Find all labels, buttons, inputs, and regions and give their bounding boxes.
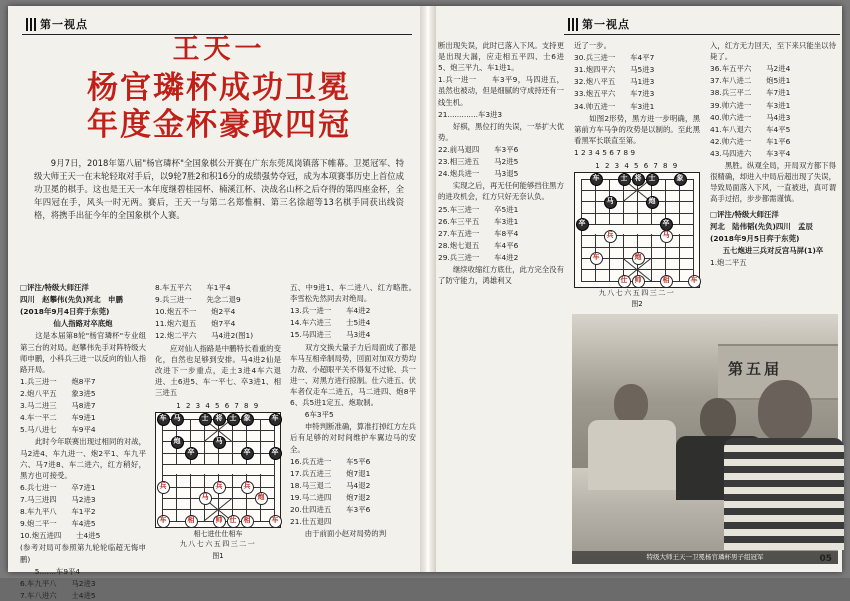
- move-line: 26.车三平五 车3进1: [438, 216, 519, 226]
- red-piece: 帅: [632, 275, 645, 288]
- diagram1-bottom-numbers: 九八七六五四三二一: [179, 540, 257, 549]
- paragraph: 近了一步。: [574, 41, 611, 50]
- paragraph: 入，红方无力回天，至下来只能坐以待毙了。: [710, 41, 836, 62]
- black-piece: 马: [171, 413, 184, 426]
- move-line: 由于前面小赵对局势的判: [290, 529, 387, 539]
- black-piece: 炮: [171, 436, 184, 449]
- move-line: 10.炮五不一 炮2平4: [155, 307, 236, 317]
- chess-diagram-2: [574, 172, 700, 288]
- red-piece: 相: [241, 515, 254, 528]
- diagram2-top-numbers: 1 2 3 4 5 6 7 8 9: [595, 162, 679, 171]
- move-line: 39.帅六进一 车3进1: [710, 100, 791, 110]
- paragraph: 应对仙人指路是中鹏特长看重的变化，自然也足够到安排。马4进2仙是改进下一步重点，走土3进4车六退进、土6进5、车一平七、卒3进1、相三进五: [155, 343, 281, 397]
- opening-line-2: 五七炮进三兵对反宫马屏(1)卒: [722, 245, 824, 255]
- photo-person-head: [614, 384, 648, 424]
- red-piece: 马: [199, 492, 212, 505]
- move-line: 24.炮兵进一 马3退5: [438, 169, 519, 179]
- red-piece: 仕: [618, 275, 631, 288]
- left-column-1: [20, 282, 146, 600]
- move-line: 29.兵三进一 车4进2: [438, 252, 519, 262]
- paragraph: 这是本届第8轮"杨官璘杯"专业组第三台的对局。赵攀伟先手对阵特级大师申鹏，小科兵三进一以反向的仙人指路开局。: [20, 331, 146, 374]
- black-piece: 卒: [185, 447, 198, 460]
- black-piece: 马: [604, 196, 617, 209]
- move-line: 36.车五平六 马2进4: [710, 64, 791, 74]
- black-piece: 士: [199, 413, 212, 426]
- move-line: 6车3平5: [290, 410, 334, 420]
- move-line: 7.马三进四 马2进3: [20, 494, 96, 504]
- paragraph: 继续收缩红方底仕，此方完全没有了防守能力，鸿雄利又: [438, 265, 564, 286]
- players-line-2: 河北 陆伟韬(先负)四川 孟辰: [710, 221, 813, 231]
- players-line: 四川 赵攀伟(先负)河北 申鹏: [20, 295, 123, 305]
- move-line: 17.兵五进三 炮7退1: [290, 468, 371, 478]
- red-piece: 相: [185, 515, 198, 528]
- photo-person-body: [588, 420, 676, 490]
- paragraph: 1 2 3 4 5 6 7 8 9: [574, 147, 636, 157]
- photo-main-player-head: [758, 380, 812, 442]
- venue-line: (2018年9月4日弈于东莞): [20, 307, 110, 317]
- black-piece: 将: [632, 173, 645, 186]
- diagram1-caption: 图1: [212, 551, 224, 560]
- paragraph: 好棋，黑位打的失误，一举扩大优势。: [438, 121, 564, 142]
- black-piece: 卒: [269, 447, 282, 460]
- photo-person-head: [700, 398, 736, 440]
- opening-line: 仙人指路对卒底炮: [53, 319, 113, 329]
- paragraph: 1.兵一进一 车3平9，马四进五，虽然也被动，但是细腻的守成持还有一线生机。: [438, 75, 564, 107]
- photo-main-player-body: [724, 438, 844, 550]
- board-file-line: [693, 179, 694, 281]
- move-line: 27.车五进一 车8平4: [438, 228, 519, 238]
- photo-caption: 特级大师王天一卫冕杨官璘杯男子组冠军: [572, 551, 838, 564]
- black-piece: 车: [157, 413, 170, 426]
- paragraph: 黑胜。纵观全局，开局双方都下得很精确，却进入中局后超出现了失误，导致局面落入下风，一直被进，真可谓高手过招，步步都需谨慎。: [710, 161, 836, 204]
- move-line: 15.马四进三 马3进4: [290, 330, 371, 340]
- right-column-2: [574, 40, 700, 309]
- diagram2-grid: [578, 174, 698, 285]
- red-piece: 兵: [241, 481, 254, 494]
- black-piece: 车: [590, 173, 603, 186]
- board-file-line: [274, 419, 275, 521]
- move-line: 31.炮四平六 马5进3: [574, 65, 655, 75]
- move-line: 9.兵三进一 先念二退9: [155, 295, 241, 305]
- red-piece: 相: [660, 275, 673, 288]
- diagram1-grid: [159, 414, 279, 525]
- red-piece: 兵: [604, 230, 617, 243]
- black-piece: 士: [618, 173, 631, 186]
- red-piece: 车: [590, 252, 603, 265]
- lead-paragraph: [34, 157, 404, 221]
- move-line: 7.车八进六 士4进5: [20, 590, 96, 600]
- move-line: 38.兵三平二 车7进1: [710, 88, 791, 98]
- red-piece: 马: [660, 230, 673, 243]
- black-piece: 卒: [660, 218, 673, 231]
- black-piece: 炮: [646, 196, 659, 209]
- red-piece: 炮: [255, 492, 268, 505]
- move-line: 5.马八进七 车9平4: [20, 425, 96, 435]
- diagram2-caption: 图2: [631, 300, 643, 309]
- move-line: 8.车九平八 车1平2: [20, 507, 96, 517]
- annotator-line-2: □评注/特级大师汪洋: [710, 209, 779, 219]
- move-line: 43.马四进六 车3平4: [710, 148, 791, 158]
- move-line: 1.兵三进一 炮8平7: [20, 376, 96, 386]
- move-line: 2.炮八平五 象3进5: [20, 388, 96, 398]
- move-line: 28.炮七退五 车4平6: [438, 240, 519, 250]
- move-line: 10.炮五进四 士4进5: [20, 531, 101, 541]
- red-piece: 兵: [213, 481, 226, 494]
- move-line: 16.兵五进一 车5平6: [290, 456, 371, 466]
- move-line: 30.兵三进一 车4平7: [574, 53, 655, 63]
- move-line: 如图2形势，黑方进一步明确，黑第前方车马争的攻势是以制的。至此黑看黑军长联直至第。: [574, 113, 700, 145]
- red-piece: 车: [688, 275, 701, 288]
- left-column-area: [20, 282, 418, 600]
- paragraph: (参考对局可参照第九轮轮临超无悔申鹏): [20, 543, 146, 564]
- diagram1-top-numbers: 1 2 3 4 5 6 7 8 9: [176, 402, 260, 411]
- black-piece: 士: [227, 413, 240, 426]
- move-line: 33.炮五平六 车7进3: [574, 89, 655, 99]
- left-column-3: [290, 282, 416, 566]
- black-piece: 将: [213, 413, 226, 426]
- right-column-area: [438, 40, 838, 309]
- move-line: 25.车三进一 卒5进1: [438, 204, 519, 214]
- red-piece: 炮: [632, 252, 645, 265]
- move-line: 6.车九平八 马2进3: [20, 578, 96, 588]
- photo-banner-text: 第五届: [728, 360, 783, 378]
- red-piece: 车: [269, 515, 282, 528]
- move-line: 5.......车9平4: [20, 566, 81, 576]
- move-line: 34.帅五进一 车3进1: [574, 101, 655, 111]
- magazine-spread: [8, 6, 842, 600]
- paragraph: 断出现失误，此时已落入下风。支持更是出现大漏，应走相五平四、士6进5、炮三平九、车1进1。: [438, 41, 564, 73]
- black-piece: 马: [213, 436, 226, 449]
- move-line: 20.仕四进五 车3平6: [290, 505, 371, 515]
- black-piece: 象: [674, 173, 687, 186]
- move-line: 13.兵一进一 车4进2: [290, 306, 371, 316]
- move-line: 1.炮二平五: [710, 257, 747, 267]
- move-line: 22.前马退四 车3平6: [438, 144, 519, 154]
- move-line: 19.马二进四 炮7退2: [290, 492, 371, 502]
- black-piece: 卒: [241, 447, 254, 460]
- headline-line-3: 年度金杯豪取四冠: [87, 106, 351, 143]
- lead-text: 9月7日，2018年第八届"杨官璘杯"全国象棋公开赛在广东东莞凤岗镇落下帷幕。卫冕冠军、特级大师王天一在末轮轻取对手后，以9轮7胜2和积16分的成绩强势夺冠，成为本项赛事历史上首位成功卫冕的棋手。这也是王天一本年度继碧桂园杯、楠溪江杯、决战名山杯之后夺得的第四座金杯，全年四冠在手，风头一时无两。赛后，王天一与第二名郑惟桐、第三名徐超等13名棋手同获出线资格，将携手出征今年的全国象棋个人赛。: [34, 158, 405, 220]
- red-piece: 帅: [213, 515, 226, 528]
- board-palace: [162, 419, 274, 521]
- move-line: 41.车八退六 车4平5: [710, 124, 791, 134]
- headline-line-1: 王天一: [172, 34, 266, 65]
- move-line: 21.............车3进3: [438, 109, 503, 119]
- right-column-1: [438, 40, 564, 295]
- red-piece: 仕: [227, 515, 240, 528]
- right-column-3: [710, 40, 836, 295]
- move-line: 23.相三进五 马2进5: [438, 157, 519, 167]
- move-line: 6.兵七进一 卒7进1: [20, 482, 96, 492]
- page-gutter: [420, 6, 436, 572]
- diagram1-bottom-label: 相七进仕仕相车: [193, 529, 243, 538]
- red-piece: 车: [157, 515, 170, 528]
- move-line: 8.车五平六 车1平4: [155, 283, 231, 292]
- move-line: 12.炮二平六 马4进2(图1): [155, 331, 254, 341]
- move-line: 42.帅六进一 车1平6: [710, 136, 791, 146]
- move-line: 18.马三退二 马4退2: [290, 480, 371, 490]
- paragraph: 实现之后，再无任何能够挡住黑方的进攻机会，红方只好无奈认负。: [438, 181, 564, 202]
- move-line: 14.车六进三 士5进4: [290, 318, 371, 328]
- left-column-2: [155, 282, 281, 566]
- running-head-left-label: 第一视点: [40, 18, 88, 31]
- move-line: 3.马二进三 马8进7: [20, 401, 96, 411]
- headline-line-2: 杨官璘杯成功卫冕: [87, 70, 351, 107]
- right-page: [438, 14, 838, 566]
- move-line: 11.炮六退五 炮7平4: [155, 319, 236, 329]
- board-palace: [581, 179, 693, 281]
- move-line: 32.炮八平五 马1进3: [574, 77, 655, 87]
- paragraph: 双方交换大量子力后局面成了都是车马互相牵制局势，回面对加双方势均力敌、小超眼平关不得复不过轮、兵一进一、对黑方进行掠制。仕六进五、伏车者仅走车二进五，马二进四、炮8平6、兵5进1定五、炮取制。: [290, 342, 416, 408]
- move-line: 21.仕五退四: [290, 517, 332, 527]
- black-piece: 车: [269, 413, 282, 426]
- move-line: 4.车一平二 车9进1: [20, 413, 96, 423]
- black-piece: 卒: [576, 218, 589, 231]
- paragraph: 申特判断准确，算准打掉红方左兵后有足够的对时间维护车翼边马的安全。: [290, 422, 416, 454]
- tournament-photo: [572, 314, 838, 564]
- move-line: 40.帅六进一 马4进3: [710, 112, 791, 122]
- move-line: 37.车八进二 炮5进1: [710, 76, 791, 86]
- running-head-right-label: 第一视点: [582, 18, 630, 31]
- diagram2-bottom-numbers: 九八七六五四三二一: [598, 288, 676, 297]
- paragraph: 五、中9进1、车二进八、红方略胜。李雪松先然同去对绝局。: [290, 283, 416, 304]
- move-line: 9.炮二平一 车4进5: [20, 519, 96, 529]
- black-piece: 象: [241, 413, 254, 426]
- chess-diagram-1: [155, 412, 281, 528]
- black-piece: 士: [646, 173, 659, 186]
- page-number: 05: [819, 554, 832, 564]
- left-page: [20, 14, 418, 600]
- annotator-line: □评注/特级大师汪洋: [20, 283, 89, 292]
- venue-line-2: (2018年9月5日弈于东莞): [710, 233, 800, 243]
- red-piece: 兵: [157, 481, 170, 494]
- paragraph: 此时今年联赛出现过相同的对战，马2进4、车九进一、炮2平1、车九平六、马7进8、车二进六，红方稍好，黑方也可接受。: [20, 437, 146, 480]
